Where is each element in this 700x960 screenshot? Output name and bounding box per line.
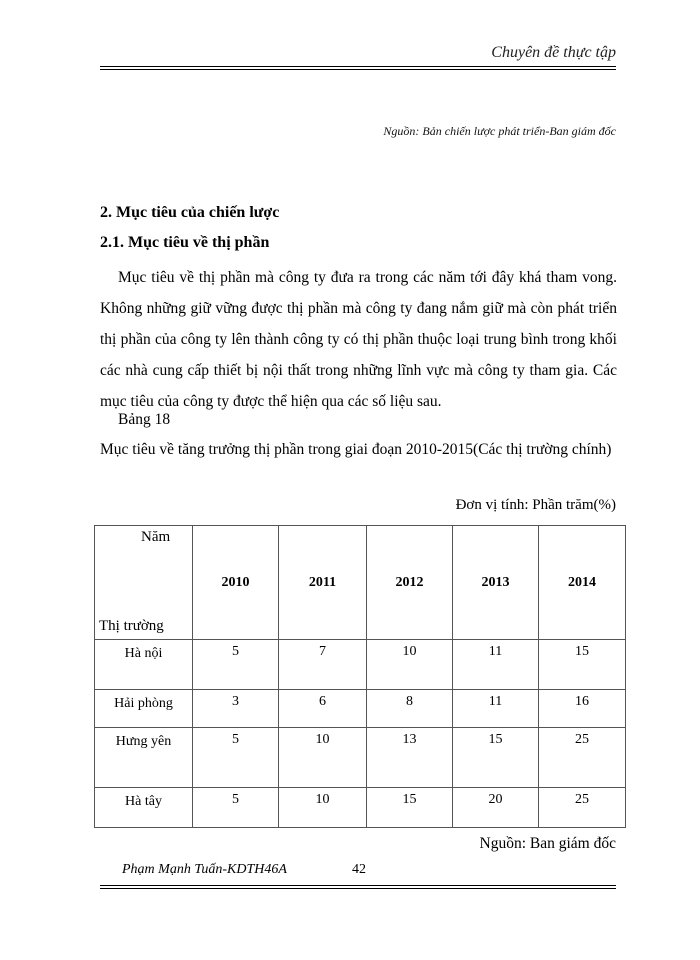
table-cell: 16: [539, 690, 626, 728]
table-row: [95, 640, 626, 690]
header-title: Chuyên đề thực tập: [491, 44, 616, 61]
body-paragraph: Mục tiêu về thị phần mà công ty đưa ra trong các năm tới đây khá tham vong. Không những giữ vững được thị phần mà công ty đang nắm giữ mà còn phát triển thị phần của công ty lên thành công ty có thị phần thuộc loại trung bình trong khối các nhà cung cấp thiết bị nội thất trong những lĩnh vực mà công ty tham gia. Các mục tiêu của công ty được thể hiện qua các số liệu sau.: [100, 269, 617, 410]
corner-market-label: Thị trường: [99, 618, 164, 634]
table-cell: 6: [279, 690, 367, 728]
table-cell: 5: [193, 728, 279, 788]
corner-year-label: Năm: [141, 529, 171, 545]
table-cell: 13: [367, 728, 453, 788]
table-cell: 3: [193, 690, 279, 728]
table-cell: 11: [453, 640, 539, 690]
table-header-row: [95, 526, 626, 640]
table-row: [95, 788, 626, 828]
table-number: Bảng 18: [118, 411, 171, 428]
table-cell: 5: [193, 640, 279, 690]
market-label: Hà nội: [95, 640, 193, 690]
table-cell: 10: [367, 640, 453, 690]
market-label: Hà tây: [95, 788, 193, 828]
source-note-top: Nguồn: Bản chiến lược phát triển-Ban giám đốc: [383, 124, 616, 138]
table-cell: 10: [279, 788, 367, 828]
table-cell: 8: [367, 690, 453, 728]
year-header: 2011: [279, 526, 367, 640]
footer-rule-secondary: [100, 888, 616, 889]
page-number: 42: [352, 862, 366, 877]
footer-author: Phạm Mạnh Tuấn-KDTH46A: [122, 862, 287, 877]
table-cell: 15: [367, 788, 453, 828]
table-cell: 10: [279, 728, 367, 788]
table-caption: Mục tiêu về tăng trưởng thị phần trong giai đoạn 2010-2015(Các thị trường chính): [100, 441, 612, 458]
table-row: [95, 690, 626, 728]
year-header: 2010: [193, 526, 279, 640]
table-corner-cell: [95, 526, 193, 640]
market-label: Hải phòng: [95, 690, 193, 728]
footer-rule: [100, 885, 616, 886]
header-rule: [100, 66, 616, 67]
table-cell: 15: [539, 640, 626, 690]
table-cell: 7: [279, 640, 367, 690]
section-heading: 2. Mục tiêu của chiến lược: [100, 204, 280, 221]
market-share-table: [94, 525, 626, 828]
table-row: [95, 728, 626, 788]
year-header: 2014: [539, 526, 626, 640]
table-cell: 25: [539, 788, 626, 828]
table-cell: 5: [193, 788, 279, 828]
year-header: 2013: [453, 526, 539, 640]
header-rule-secondary: [100, 69, 616, 70]
year-header: 2012: [367, 526, 453, 640]
unit-label: Đơn vị tính: Phần trăm(%): [455, 497, 616, 513]
subsection-heading: 2.1. Mục tiêu về thị phần: [100, 234, 270, 251]
table-cell: 11: [453, 690, 539, 728]
table-cell: 15: [453, 728, 539, 788]
source-note-bottom: Nguồn: Ban giám đốc: [479, 835, 616, 852]
market-label: Hưng yên: [95, 728, 193, 788]
table-cell: 20: [453, 788, 539, 828]
table-cell: 25: [539, 728, 626, 788]
